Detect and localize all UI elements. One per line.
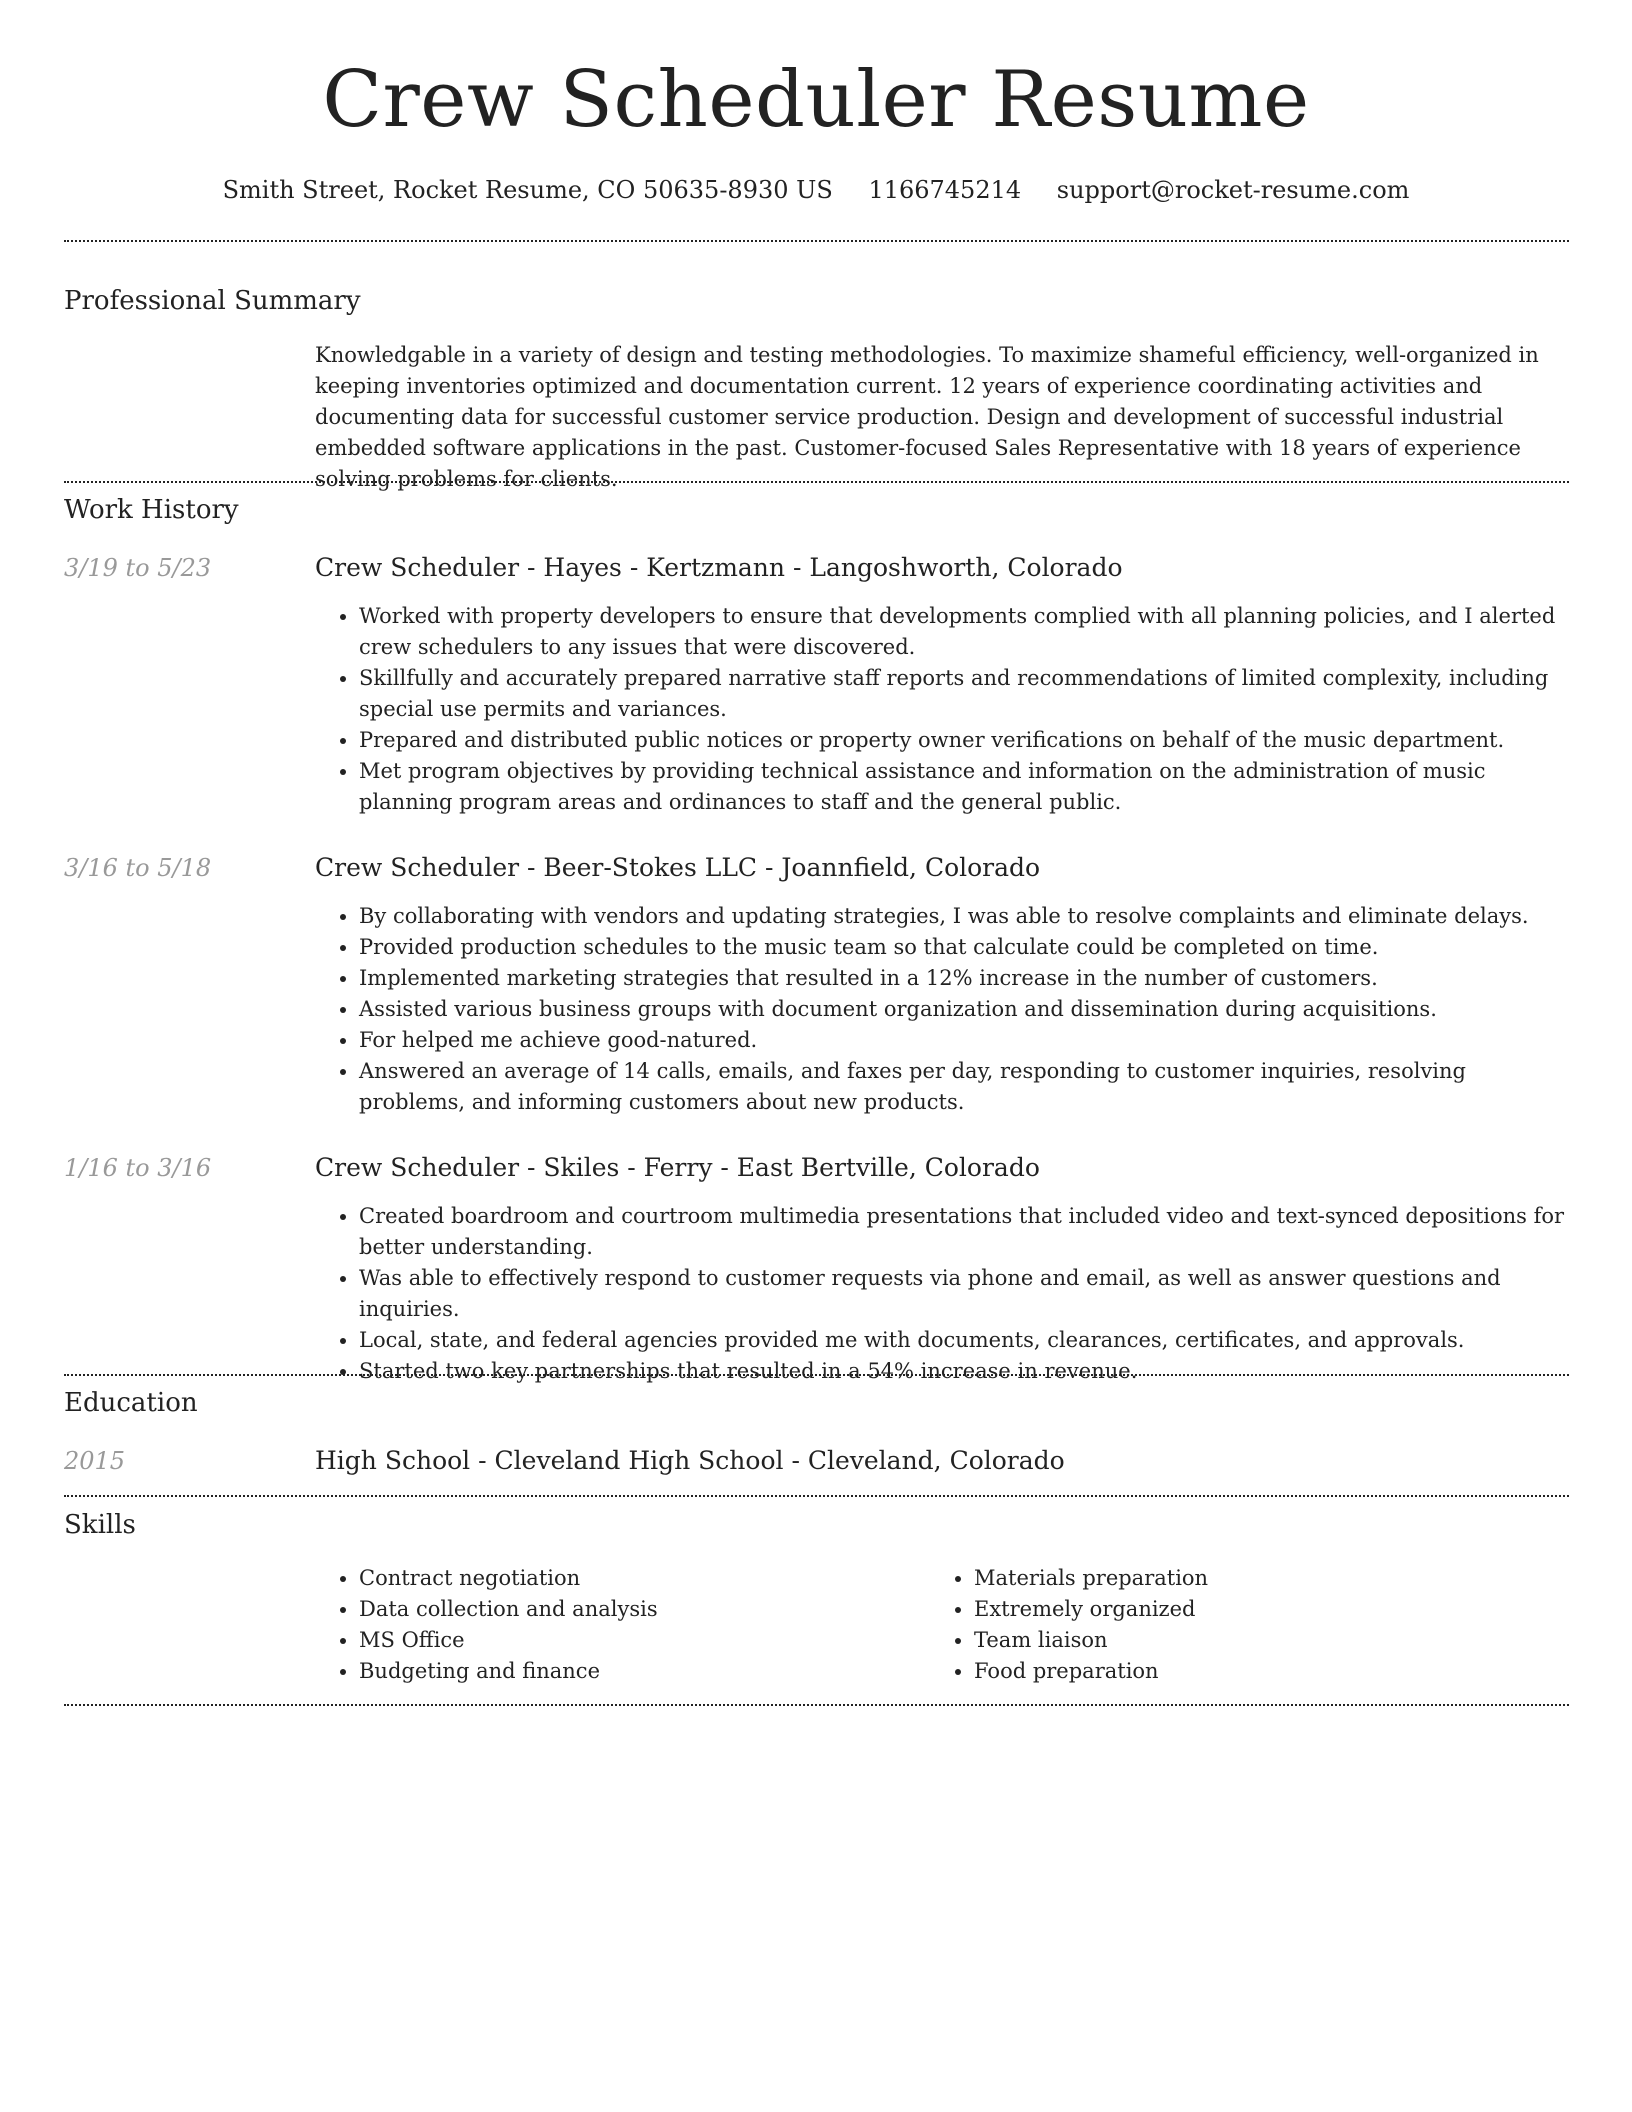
job-dates: 3/16 to 5/18	[64, 854, 212, 882]
education-date: 2015	[64, 1447, 126, 1475]
job-title: Crew Scheduler - Hayes - Kertzmann - Langoshworth, Colorado	[315, 553, 1123, 582]
job-bullet: • Implemented marketing strategies that resulted in a 12% increase in the number of customers.	[359, 963, 1570, 994]
job-bullet: • Local, state, and federal agencies provided me with documents, clearances, certificates, and approvals.	[359, 1325, 1570, 1356]
job-bullet: • For helped me achieve good-natured.	[359, 1025, 1570, 1056]
contact-email: support@rocket-resume.com	[1056, 176, 1410, 204]
job-bullet: • Created boardroom and courtroom multimedia presentations that included video and text-synced depositions for better understanding.	[359, 1201, 1570, 1263]
skill-item: • Contract negotiation	[359, 1563, 915, 1594]
contact-line	[0, 170, 1632, 210]
skill-item: • Team liaison	[974, 1625, 1550, 1656]
job-dates: 3/19 to 5/23	[64, 554, 212, 582]
job-bullet: • Skillfully and accurately prepared narrative staff reports and recommendations of limited complexity, including special use permits and variances.	[359, 663, 1570, 725]
skill-item: • Food preparation	[974, 1656, 1550, 1687]
skill-item: • MS Office	[359, 1625, 915, 1656]
job-title: Crew Scheduler - Beer-Stokes LLC - Joannfield, Colorado	[315, 853, 1041, 882]
education-entry	[315, 1441, 1065, 1481]
job-title: Crew Scheduler - Skiles - Ferry - East Bertville, Colorado	[315, 1153, 1040, 1182]
contact-address: Smith Street, Rocket Resume, CO 50635-8930 US	[222, 176, 833, 204]
job-bullets	[315, 1201, 1570, 1387]
section-heading-skills: Skills	[64, 1510, 136, 1540]
job-bullet: • Provided production schedules to the music team so that calculate could be completed on time.	[359, 932, 1570, 963]
resume-title: Crew Scheduler Resume	[322, 55, 1310, 145]
job-bullets	[315, 901, 1570, 1118]
contact-phone: 1166745214	[868, 176, 1022, 204]
education-school: - Cleveland High School - Cleveland, Colorado	[470, 1446, 1065, 1475]
job-bullet: • Answered an average of 14 calls, emails, and faxes per day, responding to customer inquiries, resolving problems, and informing customers about new products.	[359, 1056, 1570, 1118]
summary-text: Knowledgable in a variety of design and testing methodologies. To maximize shameful efficiency, well-organized in keeping inventories optimized and documentation current. 12 years of experience coordinating activities and documenting data for successful customer service production. Design and development of successful industrial embedded software applications in the past. Customer-focused Sales Representative with 18 years of experience solving problems for clients.	[315, 343, 1539, 491]
skills-list-left	[315, 1563, 915, 1687]
job-bullet: • Prepared and distributed public notices or property owner verifications on behalf of the music department.	[359, 725, 1570, 756]
skills-list-right	[930, 1563, 1550, 1687]
education-degree: High School	[315, 1446, 471, 1475]
job-bullets	[315, 601, 1570, 818]
skill-item: • Materials preparation	[974, 1563, 1550, 1594]
job-bullet: • Assisted various business groups with document organization and dissemination during acquisitions.	[359, 994, 1570, 1025]
divider	[64, 481, 1569, 483]
job-bullet: • Started two key partnerships that resulted in a 54% increase in revenue.	[359, 1356, 1570, 1387]
section-heading-work-history: Work History	[64, 495, 239, 525]
skill-item: • Extremely organized	[974, 1594, 1550, 1625]
skill-item: • Budgeting and finance	[359, 1656, 915, 1687]
divider	[64, 1374, 1569, 1376]
job-bullet: • Was able to effectively respond to customer requests via phone and email, as well as answer questions and inquiries.	[359, 1263, 1570, 1325]
section-heading-summary: Professional Summary	[64, 286, 361, 316]
divider	[64, 1704, 1569, 1706]
job-bullet: • Met program objectives by providing technical assistance and information on the administration of music planning program areas and ordinances to staff and the general public.	[359, 756, 1570, 818]
skill-item: • Data collection and analysis	[359, 1594, 915, 1625]
job-dates: 1/16 to 3/16	[64, 1154, 212, 1182]
section-heading-education: Education	[64, 1388, 198, 1418]
job-bullet: • Worked with property developers to ensure that developments complied with all planning policies, and I alerted crew schedulers to any issues that were discovered.	[359, 601, 1570, 663]
divider	[64, 1495, 1569, 1497]
job-bullet: • By collaborating with vendors and updating strategies, I was able to resolve complaints and eliminate delays.	[359, 901, 1570, 932]
divider	[64, 240, 1569, 242]
